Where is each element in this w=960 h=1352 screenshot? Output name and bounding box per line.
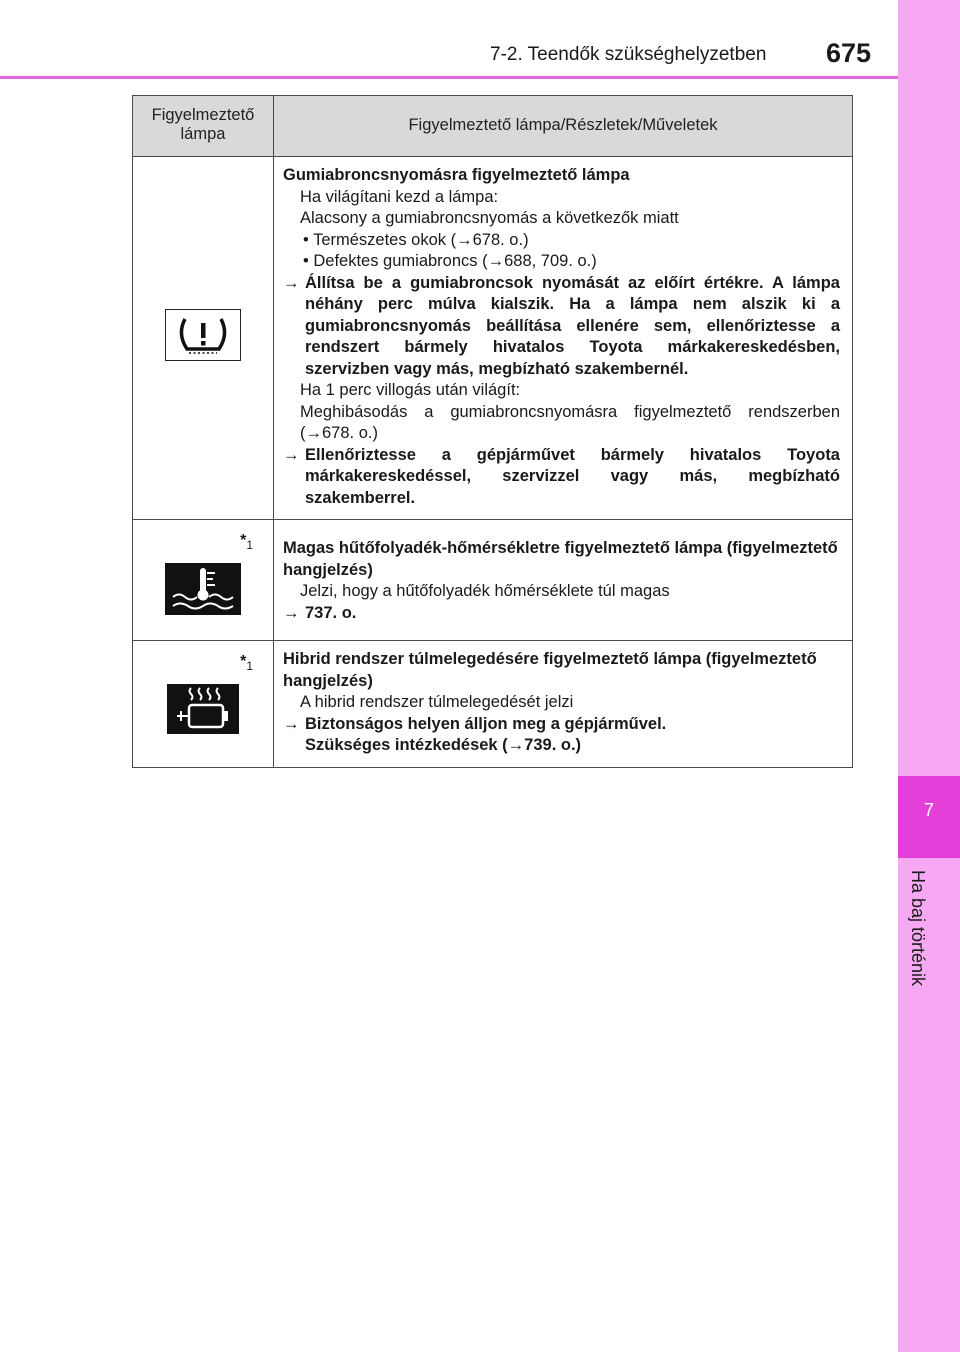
page-number: 675 — [826, 38, 872, 68]
action-line — [283, 273, 840, 381]
chapter-number: 7 — [923, 800, 934, 820]
coolant-temperature-warning-icon — [165, 563, 241, 622]
cause-bullet: • Természetes okok (→678. o.) — [303, 230, 529, 249]
details-cell — [274, 520, 853, 641]
action-text-line: Szükséges intézkedések (→739. o.) — [305, 736, 582, 754]
hybrid-system-overheat-warning-icon — [167, 684, 239, 741]
cause-text: Meghibásodás a gumiabroncsnyomásra figyelmeztető rendszerben (→678. o.) — [300, 402, 840, 442]
col-details-header: Figyelmeztető lámpa/Részletek/Műveletek — [274, 96, 853, 157]
action-text — [305, 714, 666, 757]
footnote-marker — [240, 530, 253, 557]
footnote-number: 1 — [246, 538, 253, 553]
condition-text: Jelzi, hogy a hűtőfolyadék hőmérséklete túl magas — [300, 582, 670, 600]
arrow-icon: → — [283, 273, 300, 292]
condition-text: A hibrid rendszer túlmelegedését jelzi — [300, 693, 574, 711]
row-title: Hibrid rendszer túlmelegedésére figyelmeztető lámpa (figyelmeztető hangjelzés) — [283, 650, 817, 690]
cause-text: Alacsony a gumiabroncsnyomás a következők miatt — [300, 209, 679, 227]
table-row — [133, 641, 853, 768]
chapter-tab[interactable] — [898, 776, 960, 858]
tire-pressure-warning-icon — [165, 309, 241, 368]
lamp-cell — [133, 641, 274, 768]
table-row — [133, 157, 853, 520]
chapter-title: Ha baj történik — [908, 870, 928, 987]
action-text-line: Biztonságos helyen álljon meg a gépjárművel. — [305, 714, 667, 733]
section-title: 7-2. Teendők szükséghelyzetben — [490, 44, 767, 65]
arrow-icon: → — [283, 603, 300, 622]
action-line — [283, 603, 840, 625]
col-lamp-header-text: Figyelmeztető lámpa — [151, 106, 255, 144]
header-rule — [0, 76, 898, 79]
footnote-star: * — [240, 532, 247, 549]
side-strip — [898, 0, 960, 1352]
action-text: Állítsa be a gumiabroncsok nyomását az előírt értékre. A lámpa néhány perc múlva kialszik. Ha a lámpa nem alszik ki a gumiabroncsnyomás beállítása ellenére sem, ellenőriztesse a rendszert bármely hivatalos Toyota márkakereskedésben, szervizben vagy más, megbízható szakembernél. — [305, 273, 840, 378]
condition-text: Ha 1 perc villogás után világít: — [300, 381, 521, 399]
footnote-star: * — [240, 653, 247, 670]
warning-lights-table — [132, 95, 853, 768]
action-text: 737. o. — [305, 603, 357, 622]
col-lamp-header — [133, 96, 274, 157]
row-title: Magas hűtőfolyadék-hőmérsékletre figyelmeztető lámpa (figyelmeztető hangjelzés) — [283, 539, 838, 579]
lamp-cell — [133, 520, 274, 641]
details-cell — [274, 641, 853, 768]
cause-bullet: • Defektes gumiabroncs (→688, 709. o.) — [303, 252, 597, 270]
action-text: Ellenőriztesse a gépjárművet bármely hivatalos Toyota márkakereskedéssel, szervizzel vagy más, megbízható szakemberrel. — [305, 445, 840, 507]
arrow-icon: → — [283, 714, 300, 733]
lamp-cell — [133, 157, 274, 520]
arrow-icon: → — [283, 445, 300, 464]
footnote-marker — [240, 651, 253, 678]
condition-text: Ha világítani kezd a lámpa: — [300, 187, 499, 206]
table-row — [133, 520, 853, 641]
row-title: Gumiabroncsnyomásra figyelmeztető lámpa — [283, 166, 630, 184]
action-line — [283, 445, 840, 510]
action-line — [283, 714, 840, 757]
footnote-number: 1 — [246, 659, 253, 674]
details-cell — [274, 157, 853, 520]
table-header-row — [133, 96, 853, 157]
